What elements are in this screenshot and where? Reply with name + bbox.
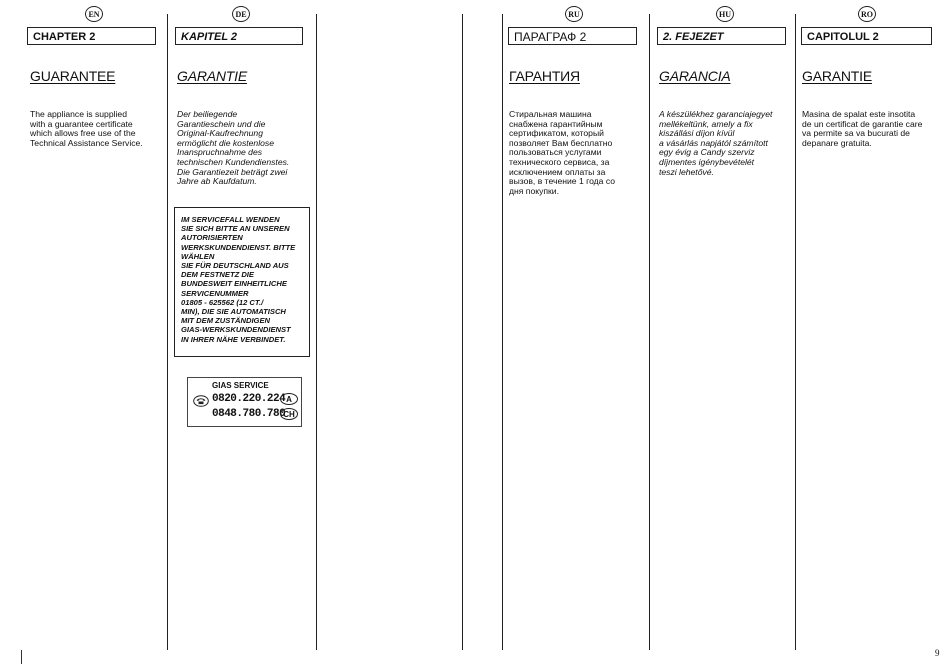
column-divider xyxy=(316,14,317,650)
section-text-ro: Masina de spalat este insotita de un certificat de garantie care va permite sa va bucurati de depanare gratuita. xyxy=(802,109,923,148)
column-divider xyxy=(502,14,503,650)
country-code-badge: CH xyxy=(280,408,298,420)
language-badge-hu: HU xyxy=(716,6,734,22)
language-badge-ro: RO xyxy=(858,6,876,22)
service-notice-box: IM SERVICEFALL WENDEN SIE SICH BITTE AN UNSEREN AUTORISIERTEN WERKSKUNDENDIENST. BITTE WÄHLEN SIE FÜR DEUTSCHLAND AUS DEM FESTNETZ DIE BUNDESWEIT EINHEITLICHE SERVICENUMMER 01805 - 625562 (12 CT./ MIN), DIE SIE AUTOMATISCH MIT DEM ZUSTÄNDIGEN GIAS-WERKSKUNDENDIENST IN IHRER NÄHE VERBINDET. xyxy=(174,207,310,357)
section-title-en: GUARANTEE xyxy=(30,68,116,84)
chapter-heading-ru: ПАРАГРАФ 2 xyxy=(508,27,637,45)
section-title-ru: ГАРАНТИЯ xyxy=(509,68,580,84)
section-title-de: GARANTIE xyxy=(177,68,247,84)
chapter-heading-en: CHAPTER 2 xyxy=(27,27,156,45)
section-text-ru: Стиральная машина снабжена гарантийным сертификатом, который позволяет Вам бесплатно пользоваться услугами технического сервиса, за исключением оплаты за вызов, в течение 1 года со дня покупки. xyxy=(509,109,616,196)
chapter-heading-de: KAPITEL 2 xyxy=(175,27,303,45)
chapter-heading-ro: CAPITOLUL 2 xyxy=(801,27,932,45)
service-phone-number: 0820.220.224 xyxy=(212,393,286,405)
column-divider xyxy=(649,14,650,650)
telephone-icon xyxy=(193,395,209,407)
column-divider xyxy=(795,14,796,650)
country-code-badge: A xyxy=(280,393,298,405)
page-number: 9 xyxy=(935,648,940,658)
section-title-hu: GARANCIA xyxy=(659,68,731,84)
section-text-en: The appliance is supplied with a guarantee certificate which allows free use of the Technical Assistance Service. xyxy=(30,109,143,148)
gias-service-title: GIAS SERVICE xyxy=(212,381,269,390)
gias-service-box xyxy=(187,377,302,427)
service-phone-number: 0848.780.780 xyxy=(212,408,286,420)
page-spread-divider xyxy=(462,14,463,650)
language-badge-en: EN xyxy=(85,6,103,22)
language-badge-ru: RU xyxy=(565,6,583,22)
chapter-heading-hu: 2. FEJEZET xyxy=(657,27,786,45)
section-title-ro: GARANTIE xyxy=(802,68,872,84)
language-badge-de: DE xyxy=(232,6,250,22)
page-edge-mark xyxy=(21,650,22,664)
section-text-de: Der beiliegende Garantieschein und die Original-Kaufrechnung ermöglicht die kostenlose Inanspruchnahme des technischen Kundendienstes. Die Garantiezeit beträgt zwei Jahre ab Kaufdatum. xyxy=(177,109,290,187)
column-divider xyxy=(167,14,168,650)
section-text-hu: A készülékhez garanciajegyet mellékeltünk, amely a fix kiszállási díjon kívül a vásárlás napjától számított egy évig a Candy szerviz díjmentes igénybevételét teszi lehetővé. xyxy=(659,109,773,177)
